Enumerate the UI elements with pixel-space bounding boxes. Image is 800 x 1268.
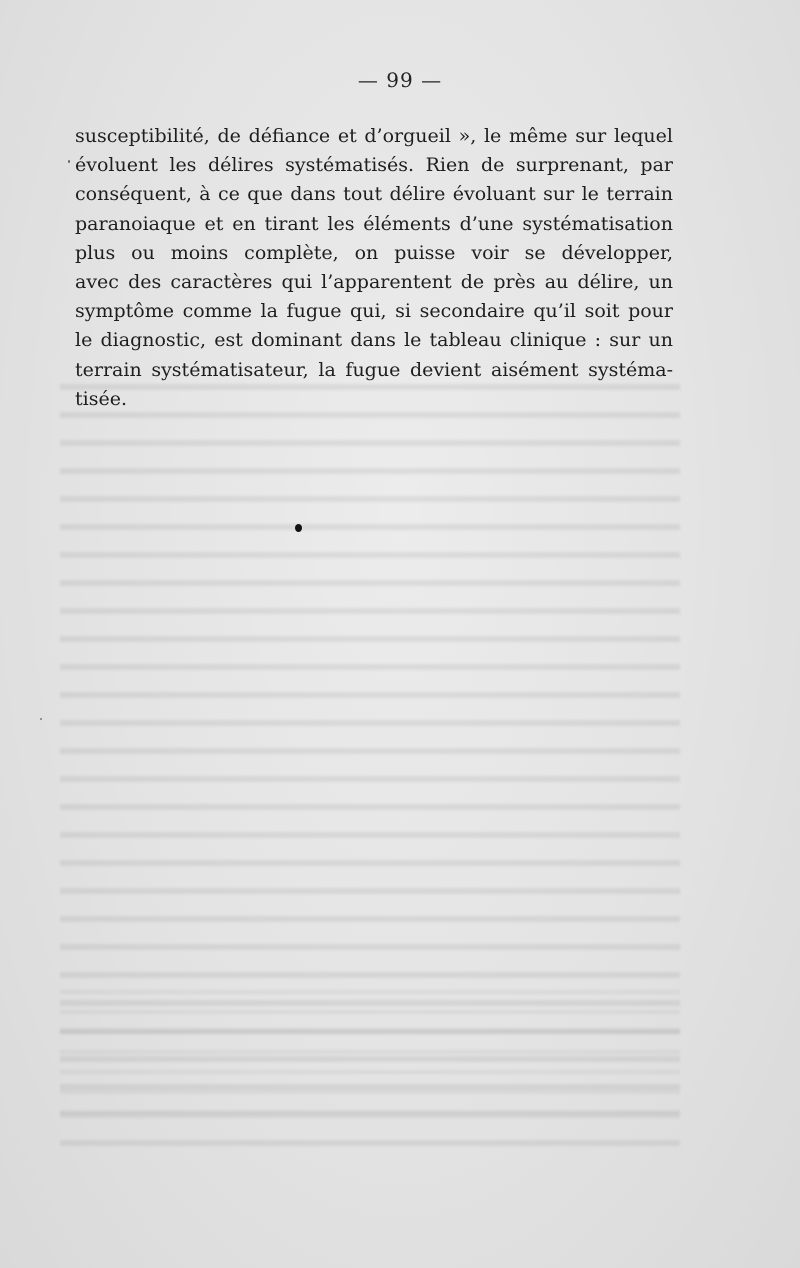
text-line: symptôme comme la fugue qui, si secondaire qu’il soit pour <box>75 300 673 323</box>
text-line: terrain systématisateur, la fugue devient aisément systéma- <box>75 358 673 381</box>
bleed-through-footnotes <box>60 980 680 1130</box>
ink-speck <box>295 524 302 532</box>
ink-speck <box>40 718 42 720</box>
text-line: plus ou moins complète, on puisse voir se développer, <box>75 241 673 264</box>
text-line: évoluent les délires systématisés. Rien de surprenant, par <box>75 154 673 177</box>
text-line: paranoiaque et en tirant les éléments d’une systématisation <box>75 212 673 235</box>
text-line: tisée. <box>75 387 127 410</box>
body-paragraph <box>75 122 673 414</box>
text-line: susceptibilité, de défiance et d’orgueil », le même sur lequel <box>75 125 673 147</box>
ink-speck <box>68 160 70 163</box>
page-number: — 99 — <box>357 68 443 92</box>
text-line: avec des caractères qui l’apparentent de près au délire, un <box>75 270 673 293</box>
text-line: conséquent, à ce que dans tout délire évoluant sur le terrain <box>75 183 673 206</box>
text-line: le diagnostic, est dominant dans le tableau clinique : sur un <box>75 329 673 352</box>
